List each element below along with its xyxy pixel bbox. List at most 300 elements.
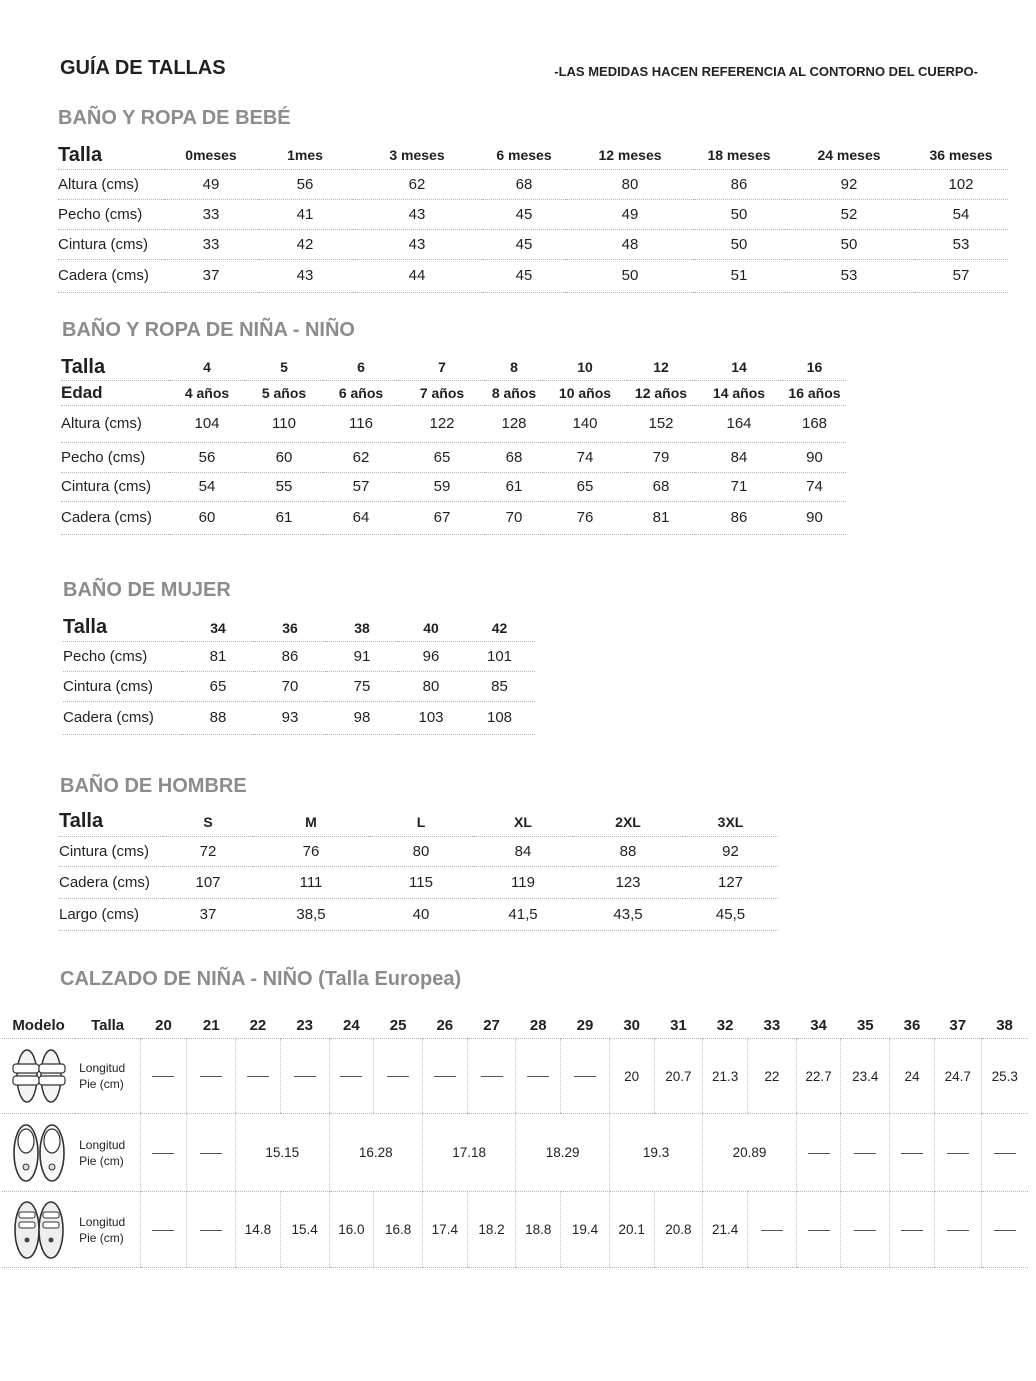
dash-line	[200, 1153, 222, 1154]
age-cell: 12 años	[627, 380, 695, 405]
foot-length-label	[75, 1192, 140, 1268]
size-header-cell: 24 meses	[784, 142, 914, 169]
value-cell: 33	[164, 199, 258, 229]
dash-line	[994, 1230, 1016, 1231]
value-cell: 168	[783, 405, 846, 442]
value-cell: 107	[163, 866, 253, 898]
size-label: Talla	[63, 615, 182, 641]
dash-line	[434, 1076, 456, 1077]
age-cell: 10 años	[543, 380, 627, 405]
table-row	[58, 259, 1008, 292]
shoe-model-row	[2, 1192, 1028, 1268]
shoe-size-cell: 38	[981, 1012, 1028, 1039]
dash-line	[947, 1153, 969, 1154]
size-header-cell: 1mes	[258, 142, 352, 169]
value-cell: 43,5	[573, 898, 683, 930]
section-title-baby: BAÑO Y ROPA DE BEBÉ	[58, 107, 291, 129]
empty-length-cell	[796, 1192, 841, 1268]
foot-length-cell: 19.4	[561, 1192, 610, 1268]
value-cell: 98	[326, 701, 398, 734]
row-label: Cintura (cms)	[63, 671, 182, 701]
dash-line	[152, 1153, 174, 1154]
row-label: Cadera (cms)	[58, 259, 164, 292]
section-title-women: BAÑO DE MUJER	[63, 579, 231, 601]
size-header-cell: M	[253, 808, 369, 836]
value-cell: 101	[464, 641, 535, 671]
value-cell: 104	[169, 405, 245, 442]
size-header-cell: 38	[326, 615, 398, 641]
dash-line	[294, 1076, 316, 1077]
sandal-icon	[2, 1039, 75, 1114]
size-header-cell: 5	[245, 355, 323, 380]
table-row	[61, 472, 846, 501]
value-cell: 123	[573, 866, 683, 898]
empty-length-cell	[140, 1039, 187, 1114]
foot-length-line1: Longitud	[79, 1137, 126, 1152]
value-cell: 43	[258, 259, 352, 292]
value-cell: 38,5	[253, 898, 369, 930]
shoe-size-cell: 31	[654, 1012, 703, 1039]
value-cell: 45	[482, 259, 566, 292]
value-cell: 57	[323, 472, 399, 501]
value-cell: 84	[695, 442, 783, 472]
size-header-cell: XL	[473, 808, 573, 836]
dash-line	[994, 1153, 1016, 1154]
value-cell: 43	[352, 229, 482, 259]
row-label: Cadera (cms)	[63, 701, 182, 734]
foot-length-cell: 15.15	[236, 1114, 329, 1192]
value-cell: 54	[169, 472, 245, 501]
value-cell: 90	[783, 501, 846, 534]
table-row	[59, 866, 778, 898]
value-cell: 74	[543, 442, 627, 472]
foot-length-cell: 22.7	[796, 1039, 841, 1114]
value-cell: 52	[784, 199, 914, 229]
foot-length-cell: 16.0	[329, 1192, 374, 1268]
size-header-cell: 18 meses	[694, 142, 784, 169]
empty-length-cell	[890, 1192, 935, 1268]
value-cell: 62	[323, 442, 399, 472]
foot-length-cell: 24	[890, 1039, 935, 1114]
dash-line	[481, 1076, 503, 1077]
size-header-cell: 40	[398, 615, 464, 641]
dash-line	[340, 1076, 362, 1077]
fisherman-sandal-icon	[2, 1192, 75, 1268]
shoe-size-cell: 37	[934, 1012, 981, 1039]
size-header-cell: 14	[695, 355, 783, 380]
dash-line	[901, 1230, 923, 1231]
table-row	[58, 169, 1008, 199]
foot-length-cell: 21.4	[703, 1192, 748, 1268]
baby-size-table	[58, 142, 1008, 293]
shoe-size-cell: 26	[422, 1012, 467, 1039]
value-cell: 50	[694, 229, 784, 259]
table-row	[63, 671, 535, 701]
section-title-men: BAÑO DE HOMBRE	[60, 775, 247, 797]
value-cell: 48	[566, 229, 694, 259]
value-cell: 50	[566, 259, 694, 292]
foot-length-cell: 18.2	[467, 1192, 516, 1268]
dash-line	[527, 1076, 549, 1077]
size-header-cell: L	[369, 808, 473, 836]
model-label: Modelo	[2, 1012, 75, 1039]
foot-length-cell: 17.18	[422, 1114, 515, 1192]
foot-length-cell: 20.89	[703, 1114, 796, 1192]
dash-line	[152, 1076, 174, 1077]
row-label: Pecho (cms)	[58, 199, 164, 229]
dash-line	[574, 1076, 596, 1077]
shoe-size-cell: 23	[280, 1012, 329, 1039]
value-cell: 74	[783, 472, 846, 501]
value-cell: 59	[399, 472, 485, 501]
size-header-cell: 36	[254, 615, 326, 641]
size-header-cell: 3 meses	[352, 142, 482, 169]
section-title-kids: BAÑO Y ROPA DE NIÑA - NIÑO	[62, 319, 355, 341]
age-label: Edad	[61, 380, 169, 405]
dash-line	[200, 1076, 222, 1077]
row-label: Altura (cms)	[61, 405, 169, 442]
foot-length-cell: 22	[747, 1039, 796, 1114]
foot-length-line2: Pie (cm)	[79, 1153, 124, 1168]
value-cell: 76	[253, 836, 369, 866]
value-cell: 61	[245, 501, 323, 534]
foot-length-cell: 25.3	[981, 1039, 1028, 1114]
value-cell: 50	[784, 229, 914, 259]
size-header-cell: 42	[464, 615, 535, 641]
dash-line	[152, 1230, 174, 1231]
dash-line	[761, 1230, 783, 1231]
value-cell: 93	[254, 701, 326, 734]
value-cell: 55	[245, 472, 323, 501]
empty-length-cell	[140, 1114, 187, 1192]
value-cell: 45,5	[683, 898, 778, 930]
size-header-cell: 8	[485, 355, 543, 380]
value-cell: 80	[398, 671, 464, 701]
dash-line	[947, 1230, 969, 1231]
foot-length-cell: 18.29	[516, 1114, 609, 1192]
value-cell: 44	[352, 259, 482, 292]
empty-length-cell	[981, 1114, 1028, 1192]
size-header-cell: 12 meses	[566, 142, 694, 169]
table-row	[61, 442, 846, 472]
shoe-size-cell: 34	[796, 1012, 841, 1039]
value-cell: 67	[399, 501, 485, 534]
row-label: Pecho (cms)	[61, 442, 169, 472]
value-cell: 51	[694, 259, 784, 292]
empty-length-cell	[747, 1192, 796, 1268]
row-label: Cadera (cms)	[61, 501, 169, 534]
table-row	[59, 836, 778, 866]
shoe-size-cell: 27	[467, 1012, 516, 1039]
empty-length-cell	[890, 1114, 935, 1192]
value-cell: 115	[369, 866, 473, 898]
dash-line	[200, 1230, 222, 1231]
shoe-size-cell: 22	[236, 1012, 281, 1039]
shoe-size-cell: 28	[516, 1012, 561, 1039]
shoe-size-cell: 25	[374, 1012, 423, 1039]
value-cell: 79	[627, 442, 695, 472]
age-cell: 7 años	[399, 380, 485, 405]
empty-length-cell	[841, 1192, 890, 1268]
value-cell: 45	[482, 229, 566, 259]
value-cell: 60	[245, 442, 323, 472]
table-row	[63, 701, 535, 734]
row-label: Cintura (cms)	[59, 836, 163, 866]
foot-length-line2: Pie (cm)	[79, 1230, 124, 1245]
value-cell: 41	[258, 199, 352, 229]
value-cell: 65	[399, 442, 485, 472]
value-cell: 68	[485, 442, 543, 472]
foot-length-cell: 18.8	[516, 1192, 561, 1268]
age-cell: 16 años	[783, 380, 846, 405]
size-header-cell: 6 meses	[482, 142, 566, 169]
value-cell: 45	[482, 199, 566, 229]
measurement-note: -LAS MEDIDAS HACEN REFERENCIA AL CONTORNO DEL CUERPO-	[554, 64, 978, 79]
row-label: Largo (cms)	[59, 898, 163, 930]
size-label: Talla	[61, 355, 169, 380]
value-cell: 60	[169, 501, 245, 534]
value-cell: 84	[473, 836, 573, 866]
value-cell: 53	[784, 259, 914, 292]
dash-line	[854, 1153, 876, 1154]
value-cell: 102	[914, 169, 1008, 199]
value-cell: 116	[323, 405, 399, 442]
value-cell: 91	[326, 641, 398, 671]
foot-length-cell: 16.28	[329, 1114, 422, 1192]
value-cell: 53	[914, 229, 1008, 259]
value-cell: 122	[399, 405, 485, 442]
value-cell: 140	[543, 405, 627, 442]
value-cell: 127	[683, 866, 778, 898]
dash-line	[901, 1153, 923, 1154]
value-cell: 80	[369, 836, 473, 866]
row-label: Cintura (cms)	[58, 229, 164, 259]
shoe-size-table	[2, 1012, 1028, 1268]
value-cell: 90	[783, 442, 846, 472]
empty-length-cell	[841, 1114, 890, 1192]
value-cell: 49	[566, 199, 694, 229]
value-cell: 50	[694, 199, 784, 229]
value-cell: 119	[473, 866, 573, 898]
value-cell: 86	[695, 501, 783, 534]
empty-length-cell	[140, 1192, 187, 1268]
shoe-model-row	[2, 1039, 1028, 1114]
foot-length-line2: Pie (cm)	[79, 1077, 124, 1091]
value-cell: 68	[482, 169, 566, 199]
shoe-size-cell: 24	[329, 1012, 374, 1039]
shoe-size-cell: 36	[890, 1012, 935, 1039]
table-row	[61, 501, 846, 534]
value-cell: 85	[464, 671, 535, 701]
age-cell: 6 años	[323, 380, 399, 405]
page-title: GUÍA DE TALLAS	[60, 57, 226, 79]
dash-line	[247, 1076, 269, 1077]
table-row	[61, 405, 846, 442]
size-label: Talla	[58, 142, 164, 169]
size-header-cell: S	[163, 808, 253, 836]
empty-length-cell	[329, 1039, 374, 1114]
foot-length-cell: 14.8	[236, 1192, 281, 1268]
size-header-cell: 7	[399, 355, 485, 380]
value-cell: 57	[914, 259, 1008, 292]
value-cell: 49	[164, 169, 258, 199]
value-cell: 88	[182, 701, 254, 734]
value-cell: 92	[683, 836, 778, 866]
size-header-cell: 2XL	[573, 808, 683, 836]
shoe-size-cell: 29	[561, 1012, 610, 1039]
size-label: Talla	[59, 808, 163, 836]
size-header-row	[58, 142, 1008, 169]
empty-length-cell	[981, 1192, 1028, 1268]
value-cell: 80	[566, 169, 694, 199]
value-cell: 152	[627, 405, 695, 442]
value-cell: 41,5	[473, 898, 573, 930]
value-cell: 72	[163, 836, 253, 866]
age-row	[61, 380, 846, 405]
empty-length-cell	[796, 1114, 841, 1192]
shoe-size-cell: 33	[747, 1012, 796, 1039]
size-header-cell: 0meses	[164, 142, 258, 169]
dash-line	[387, 1076, 409, 1077]
empty-length-cell	[422, 1039, 467, 1114]
shoe-size-cell: 35	[841, 1012, 890, 1039]
dash-line	[808, 1230, 830, 1231]
size-header-cell: 12	[627, 355, 695, 380]
foot-length-label	[75, 1039, 140, 1114]
dash-line	[808, 1153, 830, 1154]
age-cell: 5 años	[245, 380, 323, 405]
dash-line	[854, 1230, 876, 1231]
empty-length-cell	[374, 1039, 423, 1114]
empty-length-cell	[934, 1192, 981, 1268]
value-cell: 37	[163, 898, 253, 930]
value-cell: 103	[398, 701, 464, 734]
value-cell: 33	[164, 229, 258, 259]
size-header-cell: 34	[182, 615, 254, 641]
size-label: Talla	[75, 1012, 140, 1039]
women-size-table	[63, 615, 535, 735]
shoe-size-cell: 30	[609, 1012, 654, 1039]
value-cell: 81	[182, 641, 254, 671]
value-cell: 86	[254, 641, 326, 671]
value-cell: 96	[398, 641, 464, 671]
value-cell: 64	[323, 501, 399, 534]
row-label: Pecho (cms)	[63, 641, 182, 671]
table-row	[58, 229, 1008, 259]
value-cell: 75	[326, 671, 398, 701]
men-size-table	[59, 808, 778, 931]
empty-length-cell	[187, 1039, 236, 1114]
value-cell: 110	[245, 405, 323, 442]
foot-length-cell: 15.4	[280, 1192, 329, 1268]
age-cell: 8 años	[485, 380, 543, 405]
value-cell: 43	[352, 199, 482, 229]
row-label: Cintura (cms)	[61, 472, 169, 501]
foot-length-cell: 20.7	[654, 1039, 703, 1114]
age-cell: 4 años	[169, 380, 245, 405]
empty-length-cell	[467, 1039, 516, 1114]
row-label: Cadera (cms)	[59, 866, 163, 898]
empty-length-cell	[516, 1039, 561, 1114]
foot-length-cell: 21.3	[703, 1039, 748, 1114]
foot-length-cell: 20	[609, 1039, 654, 1114]
value-cell: 68	[627, 472, 695, 501]
empty-length-cell	[187, 1114, 236, 1192]
size-header-cell: 6	[323, 355, 399, 380]
size-header-row	[61, 355, 846, 380]
clog-icon	[2, 1114, 75, 1192]
value-cell: 40	[369, 898, 473, 930]
size-header-row	[59, 808, 778, 836]
value-cell: 71	[695, 472, 783, 501]
shoe-header-row	[2, 1012, 1028, 1039]
foot-length-cell: 20.8	[654, 1192, 703, 1268]
value-cell: 54	[914, 199, 1008, 229]
kids-size-table	[61, 355, 846, 535]
foot-length-cell: 23.4	[841, 1039, 890, 1114]
value-cell: 128	[485, 405, 543, 442]
value-cell: 92	[784, 169, 914, 199]
size-header-cell: 3XL	[683, 808, 778, 836]
value-cell: 76	[543, 501, 627, 534]
foot-length-cell: 20.1	[609, 1192, 654, 1268]
shoe-model-row	[2, 1114, 1028, 1192]
shoe-size-cell: 20	[140, 1012, 187, 1039]
value-cell: 88	[573, 836, 683, 866]
value-cell: 42	[258, 229, 352, 259]
foot-length-cell: 16.8	[374, 1192, 423, 1268]
empty-length-cell	[236, 1039, 281, 1114]
value-cell: 164	[695, 405, 783, 442]
value-cell: 62	[352, 169, 482, 199]
shoe-size-cell: 32	[703, 1012, 748, 1039]
empty-length-cell	[561, 1039, 610, 1114]
value-cell: 65	[543, 472, 627, 501]
value-cell: 65	[182, 671, 254, 701]
value-cell: 111	[253, 866, 369, 898]
row-label: Altura (cms)	[58, 169, 164, 199]
value-cell: 70	[485, 501, 543, 534]
section-title-shoes: CALZADO DE NIÑA - NIÑO (Talla Europea)	[60, 968, 462, 990]
size-header-cell: 16	[783, 355, 846, 380]
shoe-size-cell: 21	[187, 1012, 236, 1039]
table-row	[59, 898, 778, 930]
empty-length-cell	[280, 1039, 329, 1114]
value-cell: 108	[464, 701, 535, 734]
foot-length-line1: Longitud	[79, 1214, 126, 1229]
value-cell: 81	[627, 501, 695, 534]
value-cell: 56	[258, 169, 352, 199]
table-row	[63, 641, 535, 671]
size-header-row	[63, 615, 535, 641]
foot-length-cell: 19.3	[609, 1114, 702, 1192]
empty-length-cell	[934, 1114, 981, 1192]
empty-length-cell	[187, 1192, 236, 1268]
value-cell: 37	[164, 259, 258, 292]
value-cell: 86	[694, 169, 784, 199]
size-header-cell: 36 meses	[914, 142, 1008, 169]
value-cell: 56	[169, 442, 245, 472]
size-header-cell: 10	[543, 355, 627, 380]
foot-length-cell: 17.4	[422, 1192, 467, 1268]
foot-length-label	[75, 1114, 140, 1192]
size-header-cell: 4	[169, 355, 245, 380]
table-row	[58, 199, 1008, 229]
value-cell: 70	[254, 671, 326, 701]
foot-length-line1: Longitud	[79, 1061, 126, 1075]
foot-length-cell: 24.7	[934, 1039, 981, 1114]
value-cell: 61	[485, 472, 543, 501]
